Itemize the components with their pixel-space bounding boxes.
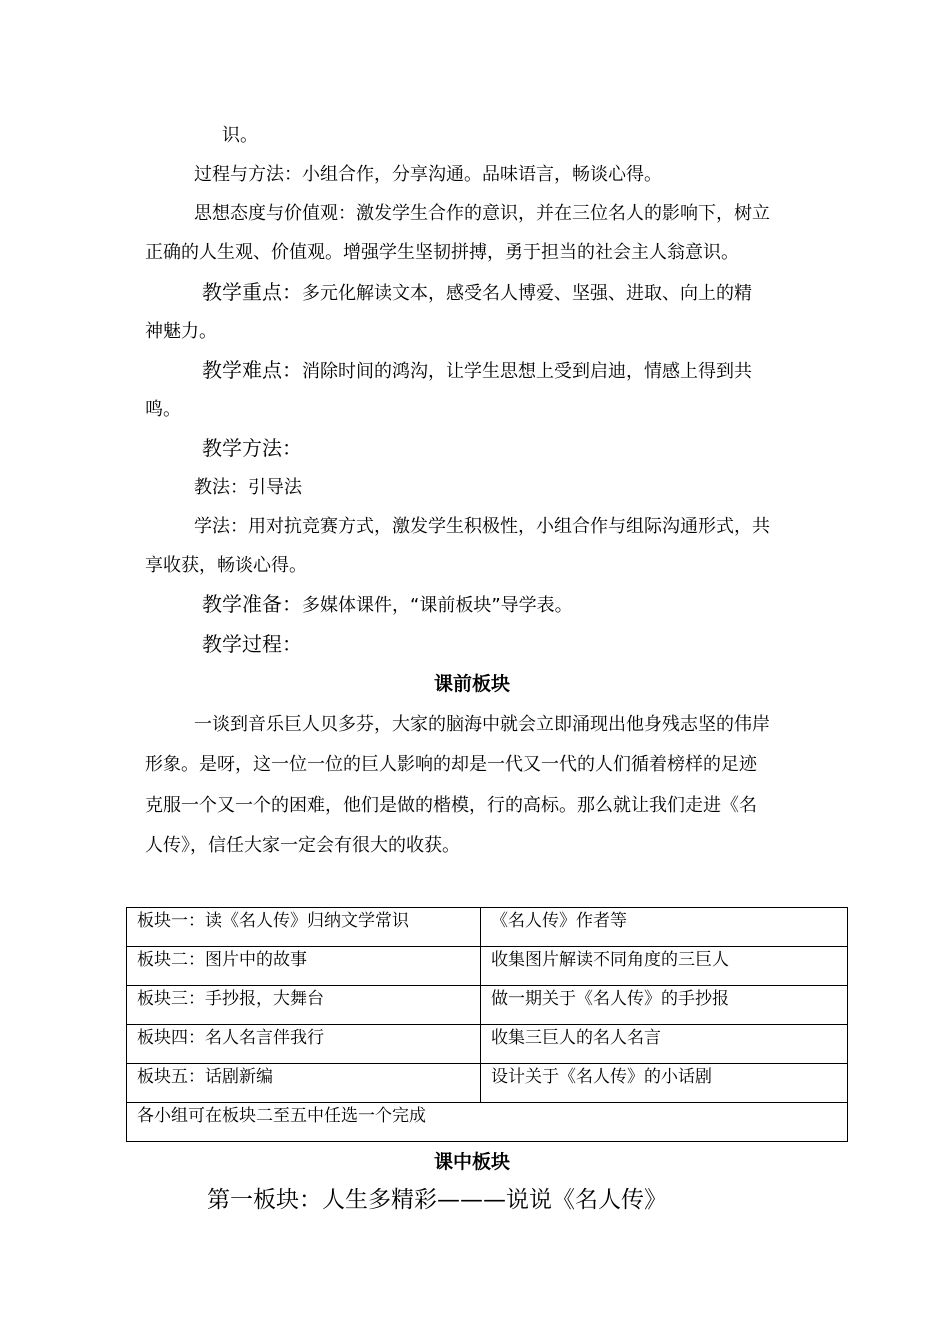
text-line: 过程与方法：小组合作，分享沟通。品味语言，畅谈心得。 xyxy=(194,164,662,185)
prep-line xyxy=(202,592,573,618)
table-cell: 板块一：读《名人传》归纳文学常识 xyxy=(127,908,481,947)
text-line: 正确的人生观、价值观。增强学生坚韧拼搏，勇于担当的社会主人翁意识。 xyxy=(145,242,739,263)
table-cell: 《名人传》作者等 xyxy=(481,908,848,947)
table-cell: 收集三巨人的名人名言 xyxy=(481,1025,848,1064)
table-footer: 各小组可在板块二至五中任选一个完成 xyxy=(127,1103,848,1142)
table-row xyxy=(127,1025,848,1064)
key-point-line xyxy=(202,280,752,306)
table-row xyxy=(127,908,848,947)
table-cell: 板块三：手抄报，大舞台 xyxy=(127,986,481,1025)
text-line: 鸣。 xyxy=(145,399,181,420)
process-label: 教学过程： xyxy=(202,632,302,656)
text-line: 克服一个又一个的困难，他们是做的楷模，行的高标。那么就让我们走进《名 xyxy=(145,795,757,816)
text-line: 形象。是呀，这一位一位的巨人影响的却是一代又一代的人们循着榜样的足迹 xyxy=(145,754,757,775)
text-line: 享收获，畅谈心得。 xyxy=(145,555,307,576)
text-line: 识。 xyxy=(222,125,258,146)
table-row xyxy=(127,1064,848,1103)
table-cell: 收集图片解读不同角度的三巨人 xyxy=(481,947,848,986)
text-line: 教法：引导法 xyxy=(194,477,302,498)
text-line: 学法：用对抗竞赛方式，激发学生积极性，小组合作与组际沟通形式，共 xyxy=(194,516,770,537)
section-subtitle: 第一板块：人生多精彩———说说《名人传》 xyxy=(207,1187,667,1213)
section-title: 课前板块 xyxy=(434,673,511,695)
text-line: 思想态度与价值观：激发学生合作的意识，并在三位名人的影响下，树立 xyxy=(194,203,770,224)
table-row xyxy=(127,947,848,986)
prep-text: 多媒体课件，“课前板块”导学表。 xyxy=(302,595,573,616)
table-footer-row xyxy=(127,1103,848,1142)
table-cell: 设计关于《名人传》的小话剧 xyxy=(481,1064,848,1103)
table-row xyxy=(127,986,848,1025)
difficulty-label: 教学难点： xyxy=(202,358,302,382)
text-line: 一谈到音乐巨人贝多芬，大家的脑海中就会立即涌现出他身残志坚的伟岸 xyxy=(194,714,770,735)
difficulty-line xyxy=(202,358,752,384)
table-cell: 板块五：话剧新编 xyxy=(127,1064,481,1103)
key-point-text: 多元化解读文本，感受名人博爱、坚强、进取、向上的精 xyxy=(302,283,752,304)
method-label: 教学方法： xyxy=(202,436,302,460)
text-line: 神魅力。 xyxy=(145,321,217,342)
text-line: 人传》，信任大家一定会有很大的收获。 xyxy=(145,835,460,856)
table-cell: 做一期关于《名人传》的手抄报 xyxy=(481,986,848,1025)
prep-label: 教学准备： xyxy=(202,592,302,616)
table-cell: 板块二：图片中的故事 xyxy=(127,947,481,986)
difficulty-text: 消除时间的鸿沟，让学生思想上受到启迪，情感上得到共 xyxy=(302,361,752,382)
key-point-label: 教学重点： xyxy=(202,280,302,304)
table-cell: 板块四：名人名言伴我行 xyxy=(127,1025,481,1064)
section-title: 课中板块 xyxy=(434,1151,511,1173)
blocks-table xyxy=(126,907,848,1142)
